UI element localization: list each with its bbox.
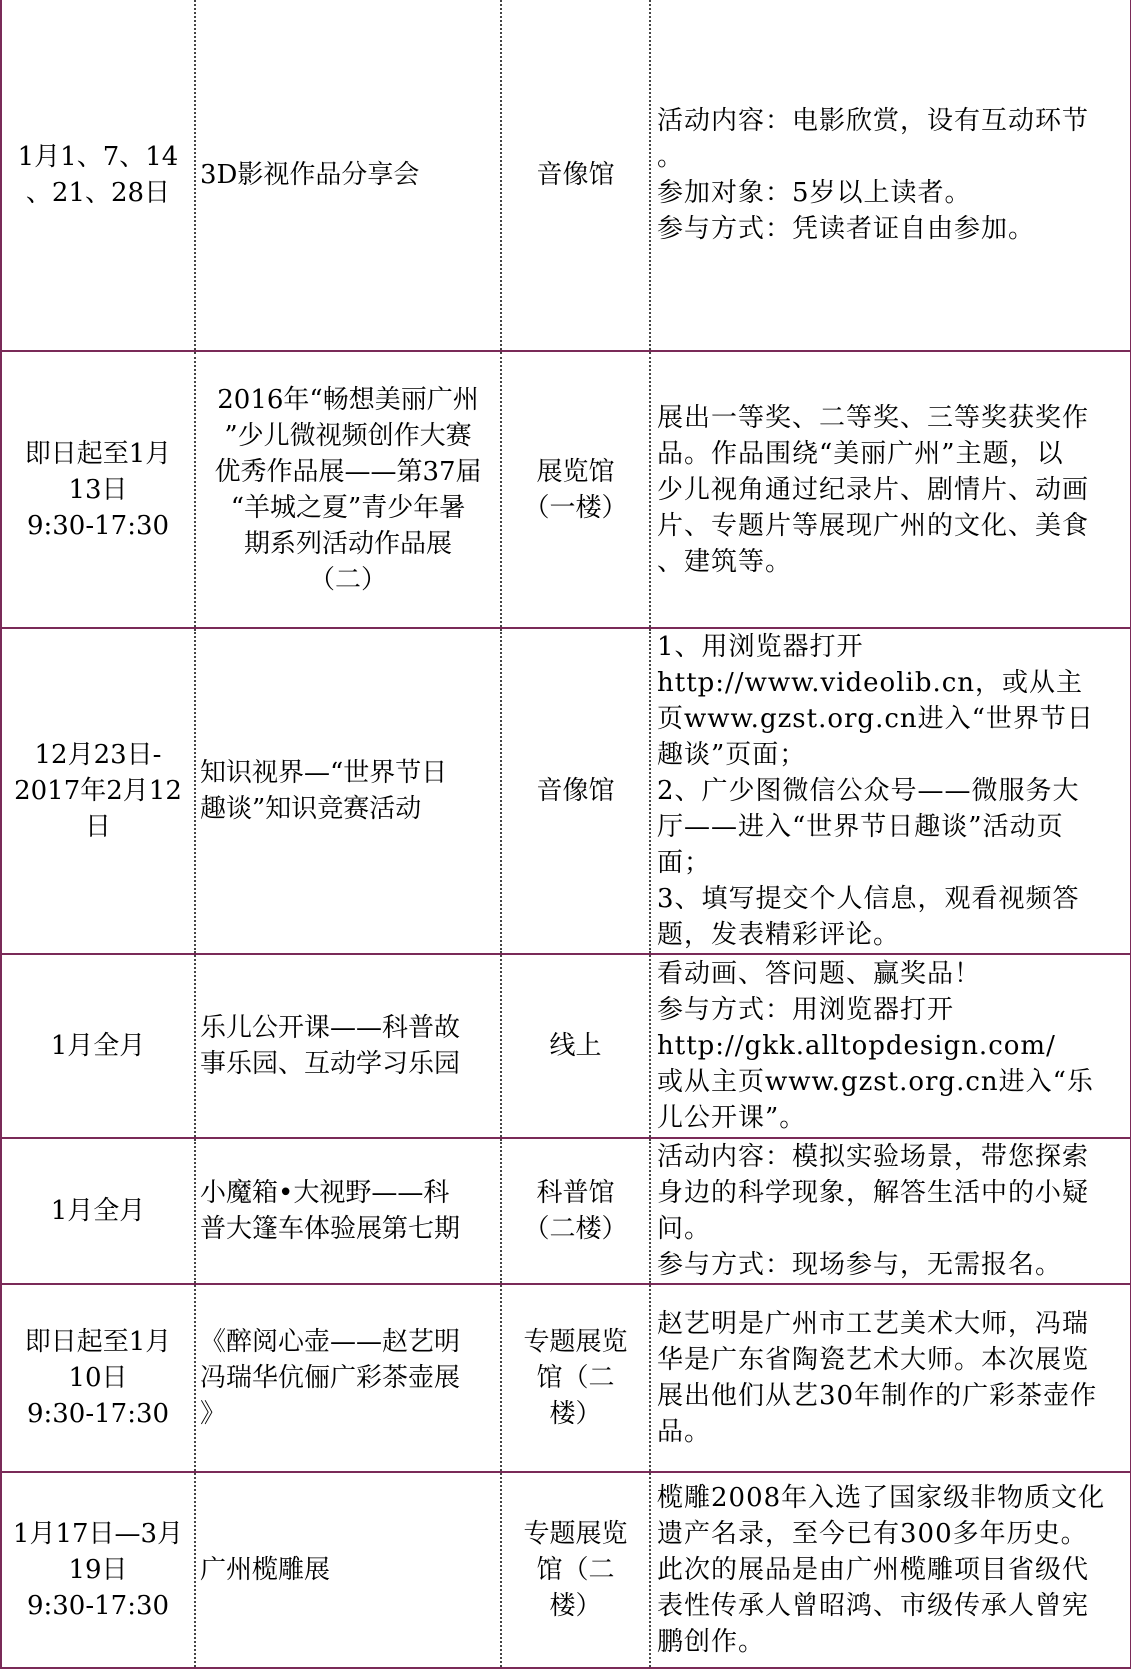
- venue-cell: [501, 954, 650, 1138]
- table-row: [1, 1472, 1131, 1668]
- date-line: 9:30-17:30: [26, 1399, 170, 1429]
- venue-line: 楼）: [549, 1399, 602, 1429]
- venue-cell: [501, 628, 650, 954]
- venue-cell: [501, 1284, 650, 1472]
- description-cell: [650, 1472, 1131, 1668]
- events-table-body: [1, 0, 1131, 1668]
- venue-line: 音像馆: [536, 160, 615, 190]
- title-line: 事乐园、互动学习乐园: [200, 1049, 461, 1079]
- description-cell: [650, 351, 1131, 628]
- description-cell: [650, 1284, 1131, 1472]
- venue-cell: [501, 0, 650, 351]
- title-line: 3D影视作品分享会: [200, 160, 420, 190]
- title-cell: [195, 1472, 501, 1668]
- title-cell: [195, 628, 501, 954]
- table-row: [1, 954, 1131, 1138]
- description-line: 展出他们从艺30年制作的广彩茶壶作: [657, 1381, 1098, 1411]
- description-cell: [650, 954, 1131, 1138]
- date-line: 即日起至1月: [24, 1327, 172, 1357]
- venue-line: 音像馆: [536, 776, 615, 806]
- description-cell: [650, 1138, 1131, 1284]
- date-line: 10日: [68, 1363, 128, 1393]
- date-cell: [1, 351, 195, 628]
- date-line: 12月23日-: [34, 740, 162, 770]
- description-line: 展出一等奖、二等奖、三等奖获奖作: [657, 402, 1090, 433]
- description-line: 页www.gzst.org.cn进入“世界节日: [657, 704, 1094, 734]
- description-line: http://www.videolib.cn，或从主: [657, 668, 1084, 698]
- venue-line: 楼）: [549, 1591, 602, 1621]
- description-line: 厅——进入“世界节日趣谈”活动页: [657, 812, 1064, 842]
- description-line: 品。: [657, 1417, 712, 1447]
- description-line: 鹏创作。: [657, 1627, 766, 1657]
- table-row: [1, 628, 1131, 954]
- title-line: 普大篷车体验展第七期: [200, 1214, 461, 1244]
- description-line: 参与方式：现场参与，无需报名。: [657, 1250, 1063, 1280]
- venue-cell: [501, 1472, 650, 1668]
- date-line: 日: [84, 812, 111, 842]
- description-line: 面；: [657, 848, 712, 878]
- description-line: 赵艺明是广州市工艺美术大师，冯瑞: [657, 1309, 1090, 1339]
- description-line: http://gkk.alltopdesign.com/: [657, 1031, 1056, 1061]
- title-cell: [195, 1138, 501, 1284]
- venue-line: （二楼）: [523, 1214, 628, 1244]
- venue-line: 专题展览: [523, 1327, 628, 1357]
- venue-line: 馆（二: [536, 1363, 615, 1393]
- title-line: 广州榄雕展: [200, 1555, 331, 1585]
- date-cell: [1, 1138, 195, 1284]
- description-cell: [650, 628, 1131, 954]
- venue-cell: [501, 1138, 650, 1284]
- description-cell: [650, 0, 1131, 351]
- table-row: [1, 1284, 1131, 1472]
- description-line: 榄雕2008年入选了国家级非物质文化: [657, 1483, 1106, 1513]
- table-row: [1, 0, 1131, 351]
- date-line: 1月全月: [50, 1196, 146, 1226]
- description-line: 活动内容：模拟实验场景，带您探索: [657, 1142, 1090, 1172]
- venue-line: 专题展览: [523, 1519, 628, 1549]
- title-cell: [195, 0, 501, 351]
- description-line: 看动画、答问题、赢奖品！: [657, 959, 982, 989]
- date-line: 2017年2月12: [14, 776, 182, 806]
- title-line: 知识视界—“世界节日: [200, 758, 448, 788]
- title-cell: [195, 351, 501, 628]
- date-cell: [1, 954, 195, 1138]
- title-line: 》: [200, 1399, 227, 1429]
- description-line: 少儿视角通过纪录片、剧情片、动画: [657, 474, 1090, 505]
- table-row: [1, 351, 1131, 628]
- venue-line: 科普馆: [536, 1178, 615, 1208]
- venue-line: 馆（二: [536, 1555, 615, 1585]
- table-row: [1, 1138, 1131, 1284]
- title-line: 期系列活动作品展: [243, 528, 452, 559]
- title-line: 优秀作品展——第37届: [214, 456, 482, 487]
- description-line: 或从主页www.gzst.org.cn进入“乐: [657, 1067, 1094, 1097]
- date-cell: [1, 628, 195, 954]
- description-line: 遗产名录，至今已有300多年历史。: [657, 1519, 1088, 1549]
- title-line: 冯瑞华伉俪广彩茶壶展: [200, 1363, 461, 1393]
- title-line: 小魔箱•大视野——科: [200, 1178, 450, 1208]
- date-line: 1月17日—3月: [12, 1519, 184, 1549]
- title-line: （二）: [308, 564, 387, 595]
- date-line: 、21、28日: [25, 178, 171, 208]
- date-cell: [1, 1472, 195, 1668]
- description-line: 华是广东省陶瓷艺术大师。本次展览: [657, 1345, 1090, 1375]
- description-line: 、建筑等。: [657, 546, 793, 577]
- date-cell: [1, 1284, 195, 1472]
- description-line: 儿公开课”。: [657, 1103, 807, 1133]
- title-line: ”少儿微视频创作大赛: [224, 420, 472, 451]
- date-line: 1月1、7、14: [17, 142, 179, 172]
- date-line: 1月全月: [50, 1031, 146, 1061]
- description-line: 活动内容：电影欣赏，设有互动环节: [657, 106, 1090, 136]
- title-line: “羊城之夏”青少年暑: [230, 492, 466, 523]
- venue-cell: [501, 351, 650, 628]
- date-line: 13日: [68, 474, 128, 505]
- title-cell: [195, 954, 501, 1138]
- description-line: 趣谈”页面；: [657, 740, 807, 770]
- description-line: 身边的科学现象，解答生活中的小疑: [657, 1178, 1090, 1208]
- title-line: 《醉阅心壶——赵艺明: [200, 1327, 461, 1357]
- date-line: 9:30-17:30: [26, 1591, 170, 1621]
- description-line: 参加对象：5岁以上读者。: [657, 178, 972, 208]
- description-line: 此次的展品是由广州榄雕项目省级代: [657, 1555, 1090, 1585]
- title-cell: [195, 1284, 501, 1472]
- description-line: 品。作品围绕“美丽广州”主题，以: [657, 438, 1064, 469]
- date-cell: [1, 0, 195, 351]
- title-line: 乐儿公开课——科普故: [200, 1013, 461, 1043]
- title-line: 2016年“畅想美丽广州: [217, 384, 479, 415]
- title-line: 趣谈”知识竞赛活动: [200, 794, 422, 824]
- description-line: 题，发表精彩评论。: [657, 920, 901, 950]
- description-line: 片、专题片等展现广州的文化、美食: [657, 510, 1090, 541]
- venue-line: 展览馆: [536, 456, 615, 487]
- description-line: 参与方式：用浏览器打开: [657, 995, 955, 1025]
- description-line: 3、填写提交个人信息，观看视频答: [657, 884, 1080, 914]
- venue-line: （一楼）: [523, 492, 628, 523]
- description-line: 2、广少图微信公众号——微服务大: [657, 776, 1080, 806]
- date-line: 19日: [68, 1555, 128, 1585]
- description-line: 参与方式：凭读者证自由参加。: [657, 214, 1036, 244]
- description-line: 。: [657, 142, 685, 172]
- description-line: 问。: [657, 1214, 712, 1244]
- description-line: 表性传承人曾昭鸿、市级传承人曾宪: [657, 1591, 1090, 1621]
- date-line: 即日起至1月: [24, 438, 172, 469]
- venue-line: 线上: [549, 1031, 602, 1061]
- date-line: 9:30-17:30: [26, 510, 170, 541]
- description-line: 1、用浏览器打开: [657, 632, 864, 662]
